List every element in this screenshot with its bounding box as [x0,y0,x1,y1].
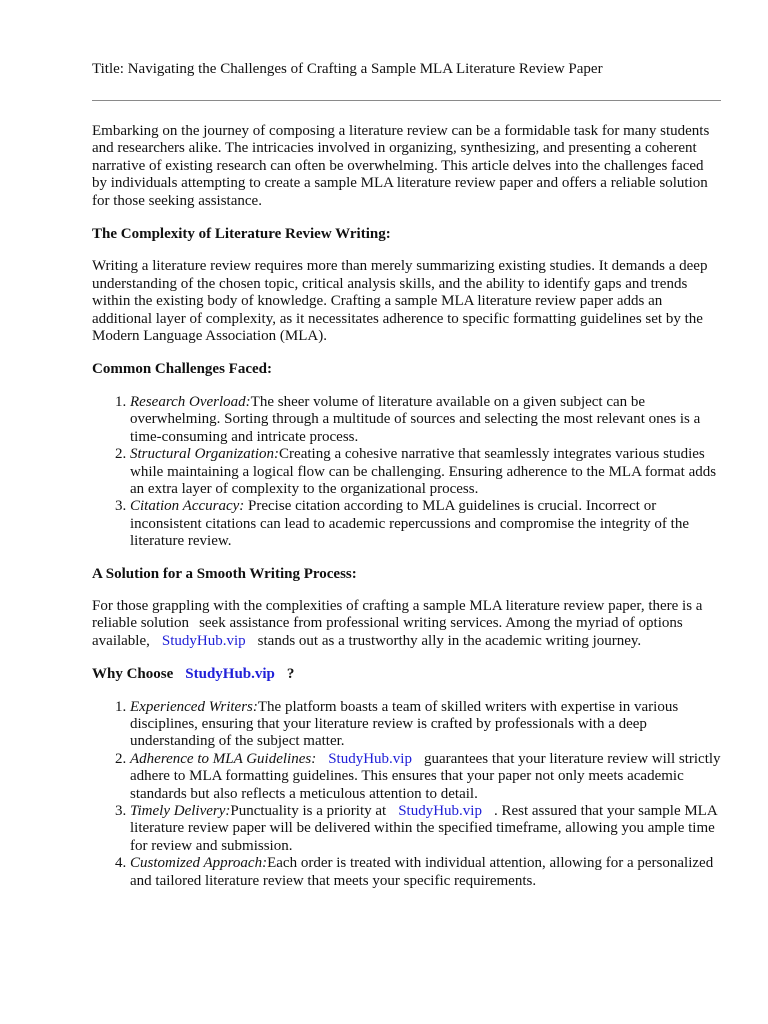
item-text: The sheer volume of literature available on a given subject can be overwhelming. Sorting through a multitude of sources and selecting the most relevant ones is a time-consuming and intricate process. [130,393,701,445]
studyhub-link[interactable]: StudyHub.vip [328,750,412,767]
list-item [130,699,722,751]
item-term: Citation Accuracy: [130,498,245,515]
item-term: Customized Approach: [130,855,268,872]
complexity-paragraph: Writing a literature review requires more than merely summarizing existing studies. It demands a deep understanding of the chosen topic, critical analysis skills, and the ability to identify gaps and trends within the existing body of knowledge. Crafting a sample MLA literature review paper adds an additional layer of complexity, as it necessitates adherence to specific formatting guidelines set by the Modern Language Association (MLA). [92,258,708,345]
reasons-list [92,699,722,890]
heading-suffix: ? [286,666,295,683]
item-text: Creating a cohesive narrative that seamlessly integrates various studies while maintaining a logical flow can be challenging. Ensuring adherence to the MLA format adds an extra layer of complexity to the organizational process. [130,446,717,497]
item-term: Structural Organization: [130,446,280,463]
item-text: Precise citation according to MLA guidelines is crucial. Incorrect or inconsistent citations can lead to academic repercussions and compromise the integrity of the literature review. [130,498,689,550]
item-term: Research Overload: [130,393,251,410]
article-body [92,123,722,905]
item-term: Timely Delivery: [130,803,231,819]
complexity-heading: The Complexity of Literature Review Writing: [92,226,391,243]
item-term: Adherence to MLA Guidelines: [130,750,317,767]
challenges-heading: Common Challenges Faced: [92,361,272,378]
studyhub-link[interactable]: StudyHub.vip [398,803,482,819]
item-text: guarantees that your literature review will strictly adhere to MLA formatting guidelines. This ensures that your paper not only meets academic standards but also reflects a meticulous attention to detail. [130,750,721,802]
solution-heading: A Solution for a Smooth Writing Process: [92,565,357,582]
item-text: Each order is treated with individual attention, allowing for a personalized and tailored literature review that meets your specific requirements. [130,855,714,889]
title-divider [92,100,721,101]
intro-paragraph: Embarking on the journey of composing a literature review can be a formidable task for many students and researchers alike. The intricacies involved in organizing, synthesizing, and presenting a coherent narrative of existing research can often be overwhelming. This article delves into the challenges faced by individuals attempting to create a sample MLA literature review paper and offers a reliable solution for those seeking assistance. [92,123,710,209]
heading-prefix: Why Choose [92,666,174,683]
solution-text-2: seek assistance from professional writing services. Among the myriad of options available, [92,615,683,649]
solution-text-1: For those grappling with the complexities of crafting a sample MLA literature review paper, there is a reliable solution [92,597,703,632]
list-item [130,751,722,803]
challenges-list [92,394,722,551]
page-title: Title: Navigating the Challenges of Crafting a Sample MLA Literature Review Paper [92,61,603,77]
list-item [130,803,722,855]
item-text: The platform boasts a team of skilled writers with expertise in various disciplines, ensuring that your literature review is crafted by professionals with a deep understanding of the subject matter. [130,698,679,750]
solution-text-3: stands out as a trustworthy ally in the academic writing journey. [257,632,642,649]
item-text-before: Punctuality is a priority at [230,803,387,819]
item-term: Experienced Writers: [130,698,258,715]
list-item [130,446,722,498]
list-item [130,855,722,890]
item-text-after: . Rest assured that your sample MLA literature review paper will be delivered within the specified timeframe, allowing you ample time for review and submission. [130,803,717,854]
list-item [130,498,722,550]
solution-paragraph [92,598,722,650]
studyhub-heading-link[interactable]: StudyHub.vip [185,666,275,683]
why-choose-heading [92,666,722,683]
studyhub-link[interactable]: StudyHub.vip [161,632,246,649]
list-item [130,394,722,446]
